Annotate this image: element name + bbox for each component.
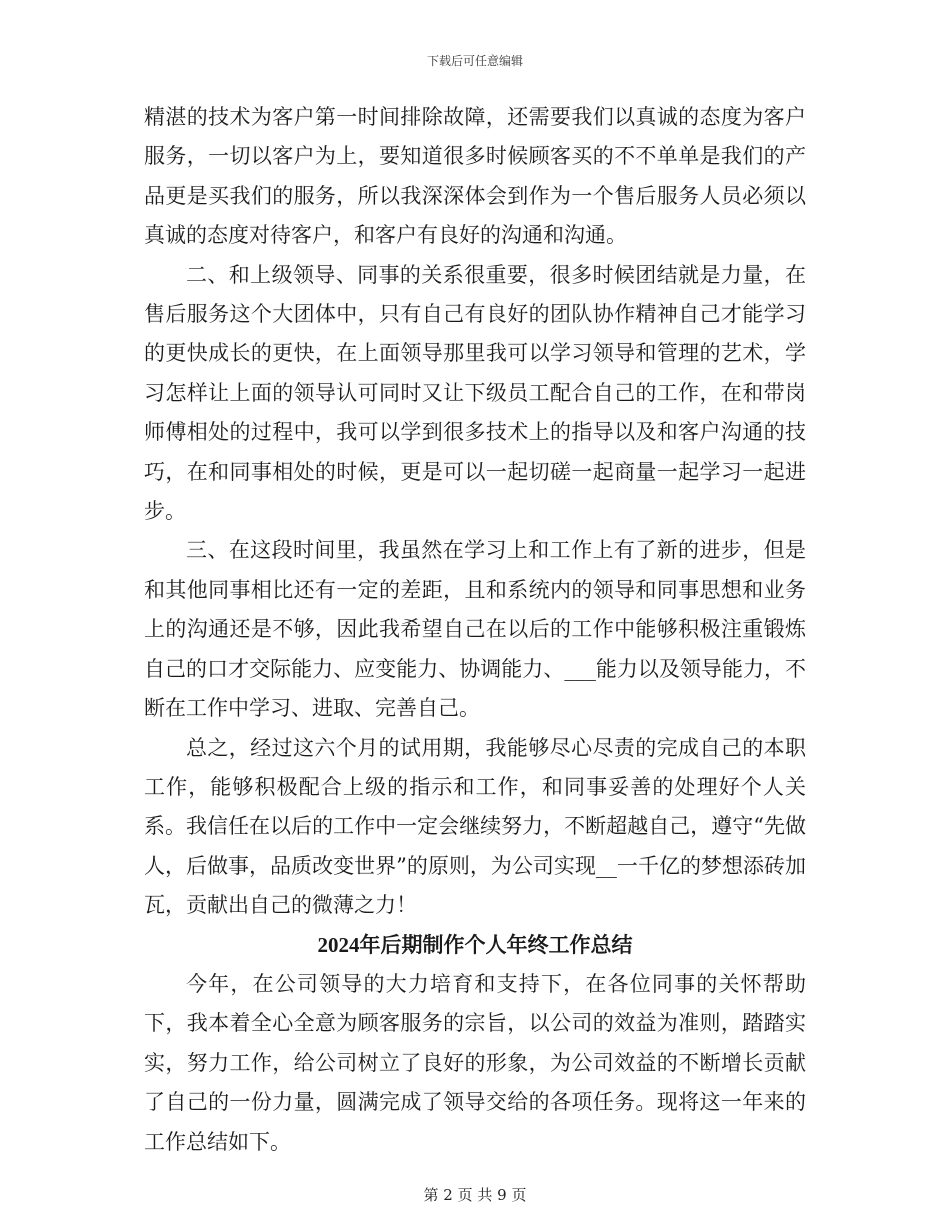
paragraph-point-two: 二、和上级领导、同事的关系很重要，很多时候团结就是力量，在售后服务这个大团体中，只有自己有良好的团队协作精神自己才能学习的更快成长的更快，在上面领导那里我可以学习领导和管理的艺术，学习怎样让上面的领导认可同时又让下级员工配合自己的工作，在和带岗师傅相处的过程中，我可以学到很多技术上的指导以及和客户沟通的技巧，在和同事相处的时候，更是可以一起切磋一起商量一起学习一起进步。 bbox=[144, 262, 806, 524]
paragraph-point-three: 三、在这段时间里，我虽然在学习上和工作上有了新的进步，但是和其他同事相比还有一定的差距，且和系统内的领导和同事思想和业务上的沟通还是不够，因此我希望自己在以后的工作中能够积极注重锻炼自己的口才交际能力、应变能力、协调能力、___能力以及领导能力，不断在工作中学习、进取、完善自己。 bbox=[144, 538, 806, 721]
page-header: 下载后可任意编辑 bbox=[426, 54, 523, 68]
paragraph-intro: 今年，在公司领导的大力培育和支持下，在各位同事的关怀帮助下，我本着全心全意为顾客服务的宗旨，以公司的效益为准则，踏踏实实，努力工作，给公司树立了良好的形象，为公司效益的不断增长贡献了自己的一份力量，圆满完成了领导交给的各项任务。现将这一年来的工作总结如下。 bbox=[144, 971, 806, 1154]
paragraph-continued: 精湛的技术为客户第一时间排除故障，还需要我们以真诚的态度为客户服务，一切以客户为上，要知道很多时候顾客买的不不单单是我们的产品更是买我们的服务，所以我深深体会到作为一个售后服务人员必须以真诚的态度对待客户，和客户有良好的沟通和沟通。 bbox=[144, 105, 806, 248]
page-number: 第 2 页 共 9 页 bbox=[423, 1186, 527, 1204]
section-title: 2024年后期制作个人年终工作总结 bbox=[317, 932, 633, 957]
paragraph-conclusion: 总之，经过这六个月的试用期，我能够尽心尽责的完成自己的本职工作，能够积极配合上级的指示和工作，和同事妥善的处理好个人关系。我信任在以后的工作中一定会继续努力，不断超越自己，遵守“先做人，后做事，品质改变世界”的原则，为公司实现__一千亿的梦想添砖加瓦，贡献出自己的微薄之力！ bbox=[144, 735, 806, 918]
document-body bbox=[144, 98, 806, 1162]
